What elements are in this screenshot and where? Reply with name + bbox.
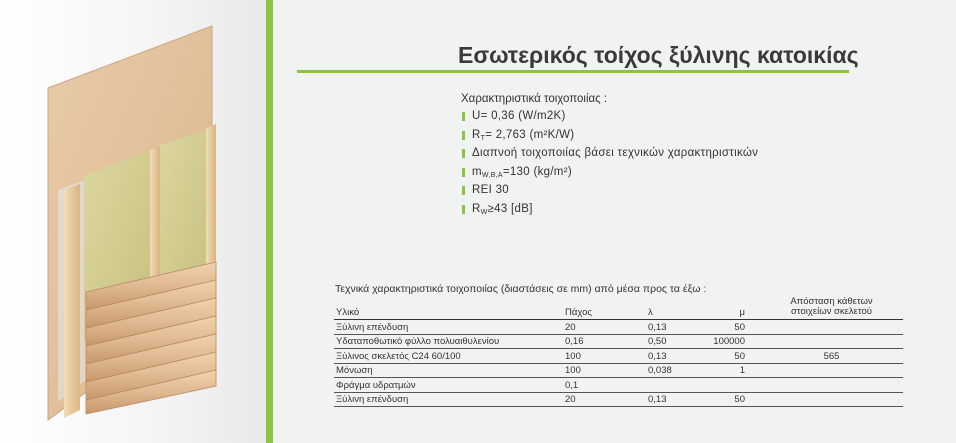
table-title: Τεχνικά χαρακτηριστικά τοιχοποιίας (διαστάσεις σε mm) από μέσα προς τα έξω : bbox=[335, 283, 707, 295]
title-underline bbox=[297, 70, 849, 73]
table-row: Μόνωση 100 0,038 1 bbox=[334, 364, 903, 379]
header-thickness: Πάχος bbox=[565, 307, 592, 318]
page-title: Εσωτερικός τοίχος ξύλινης κατοικίας bbox=[458, 42, 859, 68]
table-row: Φράγμα υδρατμών 0,1 bbox=[334, 378, 903, 393]
header-lambda: λ bbox=[648, 307, 653, 318]
header-distance: Απόσταση κάθετων στοιχείων σκελετού bbox=[790, 296, 873, 317]
wall-section-illustration bbox=[0, 0, 266, 443]
spec-item: $R_T= 2,763$ (m²K/W) bbox=[460, 126, 758, 145]
spec-item: REI 30 bbox=[460, 181, 758, 200]
specs-list bbox=[460, 107, 758, 218]
bullet-icon bbox=[462, 131, 465, 140]
stud-left-shape bbox=[64, 184, 80, 418]
bullet-icon bbox=[462, 205, 465, 214]
bullet-icon bbox=[462, 149, 465, 158]
bullet-icon bbox=[462, 168, 465, 177]
header-material: Υλικό bbox=[336, 307, 360, 318]
bullet-icon bbox=[462, 112, 465, 121]
spec-item: Διαπνοή τοιχοποιίας βάσει τεχνικών χαρακτηριστικών bbox=[460, 144, 758, 163]
spec-item: $R_W\ge 43$ [dB] bbox=[460, 200, 758, 219]
table-row: Ξύλινη επένδυση 20 0,13 50 bbox=[334, 320, 903, 335]
table-row: Ξύλινη επένδυση 20 0,13 50 bbox=[334, 393, 903, 408]
table-row: Ξύλινος σκελετός C24 60/100 100 0,13 50 565 bbox=[334, 349, 903, 364]
spec-item: $m_{W,B,A}=130$ (kg/m²) bbox=[460, 163, 758, 182]
table-row: Υδαταποθωτικό φύλλο πολυαιθυλενίου 0,16 0,50 100000 bbox=[334, 335, 903, 350]
specs-heading: Χαρακτηριστικά τοιχοποιίας : bbox=[461, 93, 608, 105]
table-header-row bbox=[334, 296, 903, 320]
content-panel bbox=[273, 0, 956, 443]
accent-bar bbox=[266, 0, 273, 443]
header-mu: μ bbox=[739, 307, 745, 318]
bullet-icon bbox=[462, 186, 465, 195]
wall-layers-image bbox=[0, 0, 266, 443]
spec-item: U= 0,36 (W/m2K) bbox=[460, 107, 758, 126]
materials-table bbox=[334, 296, 903, 407]
